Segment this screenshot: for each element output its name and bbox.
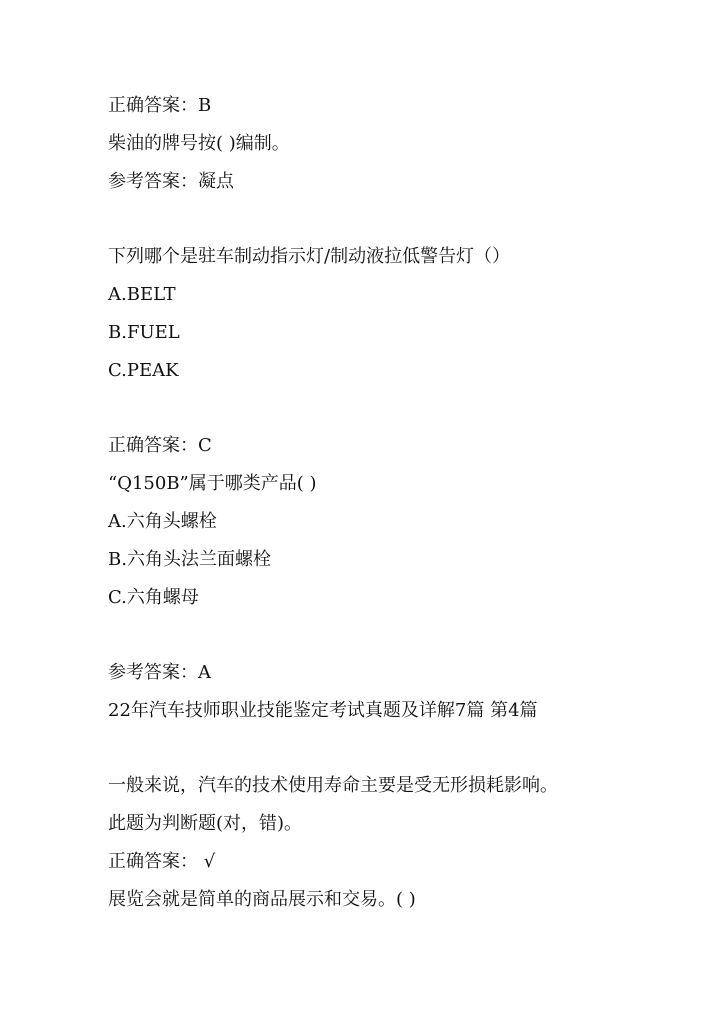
question-line: “Q150B”属于哪类产品( ) — [108, 473, 317, 494]
option-line: A.BELT — [108, 284, 176, 305]
option-line: B.六角头法兰面螺栓 — [108, 549, 271, 570]
question-line: 展览会就是简单的商品展示和交易。( ) — [108, 889, 416, 910]
answer-line: 参考答案：A — [108, 662, 211, 683]
option-line: C.PEAK — [108, 360, 179, 381]
section-heading: 22年汽车技师职业技能鉴定考试真题及详解7篇 第4篇 — [108, 700, 538, 721]
option-line: C.六角螺母 — [108, 587, 199, 608]
option-line: A.六角头螺栓 — [108, 511, 217, 532]
question-line: 一般来说，汽车的技术使用寿命主要是受无形损耗影响。 — [108, 775, 558, 796]
question-line: 此题为判断题(对，错)。 — [108, 813, 303, 834]
answer-line: 正确答案：B — [108, 95, 212, 116]
answer-line: 正确答案： √ — [108, 851, 216, 872]
option-line: B.FUEL — [108, 322, 180, 343]
question-line: 柴油的牌号按( )编制。 — [108, 133, 290, 154]
question-line: 下列哪个是驻车制动指示灯/制动液拉低警告灯（） — [108, 246, 511, 267]
answer-line: 参考答案：凝点 — [108, 171, 234, 192]
answer-line: 正确答案：C — [108, 435, 212, 456]
